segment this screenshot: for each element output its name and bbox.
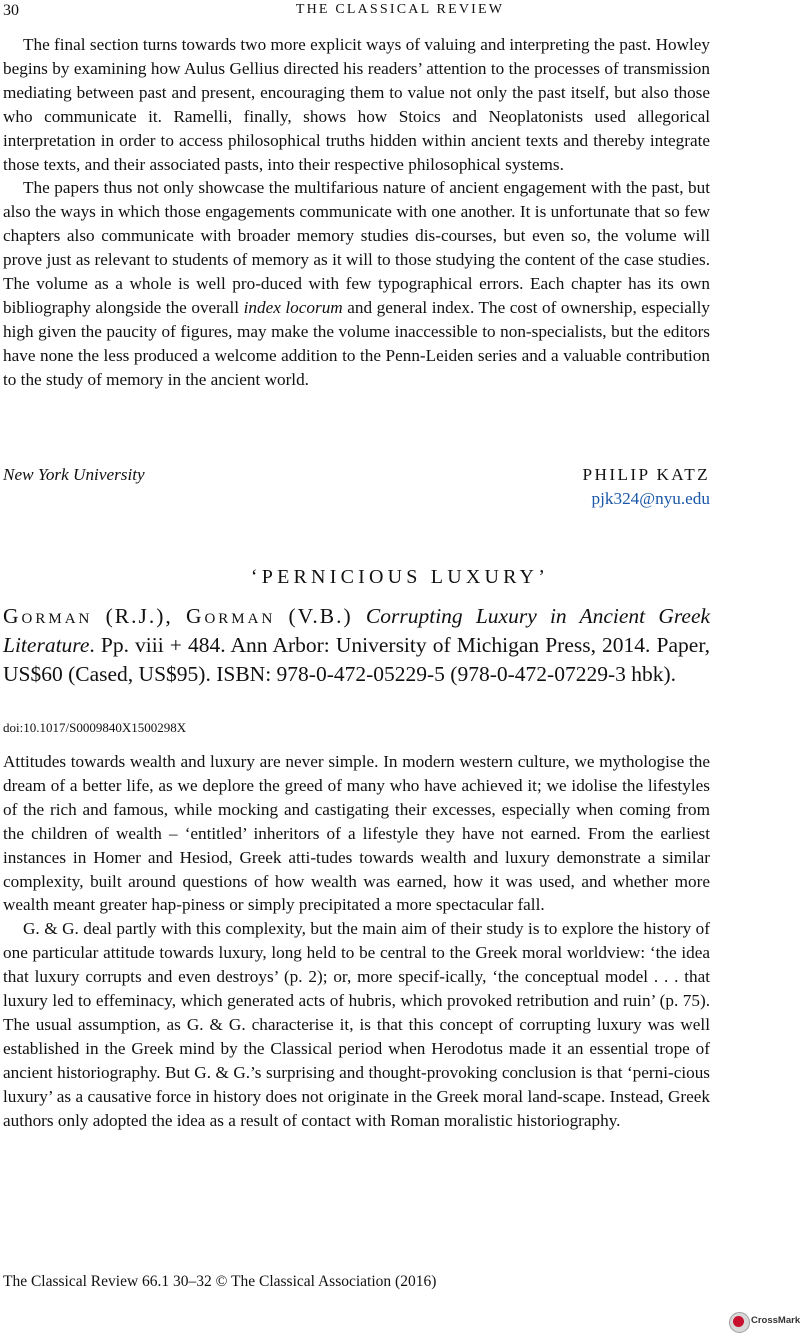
review-body	[3, 750, 710, 1133]
signature-block	[3, 465, 710, 508]
page-number: 30	[3, 2, 19, 19]
book-title: Corrupting Luxury in Ancient Greek Literature	[3, 604, 711, 657]
author-surname: Gorman	[3, 604, 93, 628]
reviewer-affiliation: New York University	[3, 465, 145, 484]
crossmark-label: CrossMark	[751, 1315, 800, 1326]
review-title: ‘PERNICIOUS LUXURY’	[250, 566, 550, 588]
crossmark-icon	[729, 1312, 750, 1333]
paragraph-text: and general index. The cost of ownership, especially high given the paucity of figures, may make the volume inaccessible to non-specialists, but the editors have none the less produced a welcome addition to the Penn-Leiden series and a valuable contribution to the study of memory in the ancient world.	[3, 297, 711, 389]
previous-review-body	[3, 33, 710, 392]
crossmark-badge[interactable]	[729, 1311, 799, 1333]
publication-details: . Pp. viii + 484. Ann Arbor: University of Michigan Press, 2014. Paper, US$60 (Cased, US$95). ISBN: 978-0-472-05229-5 (978-0-472-07229-3 hbk).	[3, 633, 710, 686]
paragraph: The final section turns towards two more explicit ways of valuing and interpreting the past. Howley begins by examining how Aulus Gellius directed his readers’ attention to the processes of transmission mediating between past and present, encouraging them to value not only the past itself, but also those who communicate it. Ramelli, finally, shows how Stoics and Neoplatonists used allegorical interpretation in order to access philosophical truths hidden within ancient texts and thereby integrate those texts, and their associated pasts, into their respective philosophical systems.	[3, 35, 710, 174]
footer-citation: The Classical Review 66.1 30–32 © The Classical Association (2016)	[3, 1273, 437, 1290]
author-surname: Gorman	[185, 604, 276, 628]
paragraph-text: The papers thus not only showcase the multifarious nature of ancient engagement with the past, but also the ways in which those engagements communicate with one another. It is unfortunate that so few chapters also communicate with broader memory studies dis-courses, but even so, the volume will prove just as relevant to students of memory as it will to those studying the content of the case studies. The volume as a whole is well pro-duced with few typographical errors. Each chapter has its own bibliography alongside the overall	[3, 178, 710, 317]
paragraph: Attitudes towards wealth and luxury are never simple. In modern western culture, we mythologise the dream of a better life, as we deplore the greed of many who have achieved it; we idolise the lifestyles of the rich and famous, while mocking and castigating their excesses, especially when coming from the children of wealth – ‘entitled’ inheritors of a lifestyle they have not earned. From the earliest instances in Homer and Hesiod, Greek atti-tudes towards wealth and luxury demonstrate a similar complexity, built around questions of how wealth was earned, how it was used, and whether more wealth meant greater hap-piness or simply precipitated a more spectacular fall.	[3, 752, 710, 915]
index-locorum-term: index locorum	[243, 297, 343, 317]
author-initials: (R.J.),	[105, 604, 173, 628]
reviewer-name: PHILIP KATZ	[582, 465, 710, 484]
reviewer-email-link[interactable]: pjk324@nyu.edu	[591, 489, 710, 508]
running-head: THE CLASSICAL REVIEW	[295, 2, 505, 17]
author-initials: (V.B.)	[288, 604, 353, 628]
doi[interactable]: doi:10.1017/S0009840X1500298X	[3, 720, 187, 735]
paragraph	[3, 176, 710, 391]
paragraph: G. & G. deal partly with this complexity, but the main aim of their study is to explore the history of one particular attitude towards luxury, long held to be central to the Greek moral worldview: ‘the idea that luxury corrupts and even destroys’ (p. 2); or, more specif-ically, ‘the conceptual model . . . that luxury led to effeminacy, which generated acts of hubris, which provoked retribution and ruin’ (p. 75). The usual assumption, as G. & G. characterise it, is that this concept of corrupting luxury was well established in the Greek mind by the Classical period when Herodotus made it an essential trope of ancient historiography. But G. & G.’s surprising and thought-provoking conclusion is that ‘perni-cious luxury’ as a causative force in history does not originate in the Greek moral land-scape. Instead, Greek authors only adopted the idea as a result of contact with Roman moralistic historiography.	[3, 919, 710, 1130]
bibliographic-entry	[3, 602, 710, 689]
